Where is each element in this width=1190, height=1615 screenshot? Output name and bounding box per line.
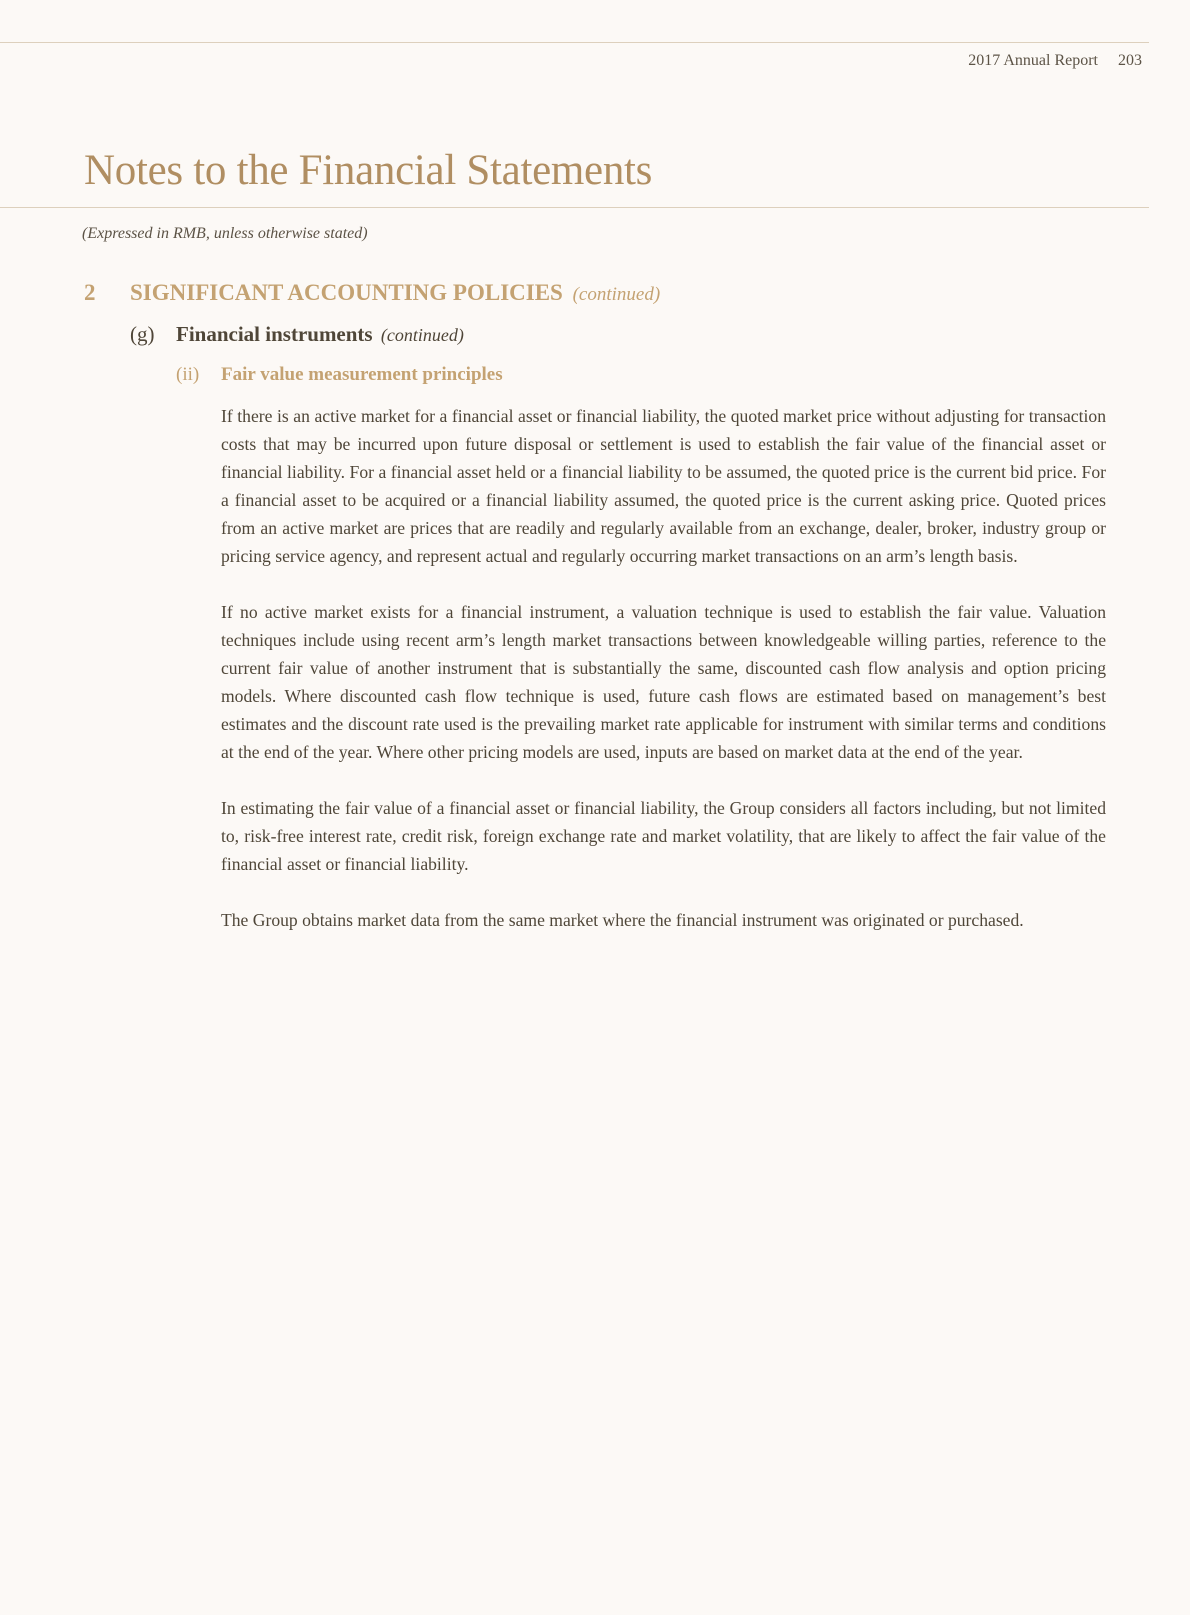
subsection-title: Financial instruments: [176, 322, 373, 346]
page-number: 203: [1118, 52, 1142, 69]
page-title: Notes to the Financial Statements: [84, 147, 653, 194]
paragraph: If no active market exists for a financial instrument, a valuation technique is used to establish the fair value. Valuation techniques include using recent arm’s length market transactions between knowledgeable willing parties, reference to the current fair value of another instrument that is substantially the same, discounted cash flow analysis and option pricing models. Where discounted cash flow technique is used, future cash flows are estimated based on management’s best estimates and the discount rate used is the prevailing market rate applicable for instrument with similar terms and conditions at the end of the year. Where other pricing models are used, inputs are based on market data at the end of the year.: [221, 602, 1106, 762]
subsection-label: (g): [130, 322, 155, 346]
paragraph: In estimating the fair value of a financial asset or financial liability, the Group considers all factors including, but not limited to, risk-free interest rate, credit risk, foreign exchange rate and market volatility, that are likely to affect the fair value of the financial asset or financial liability.: [221, 798, 1106, 874]
section-title: SIGNIFICANT ACCOUNTING POLICIES: [130, 280, 563, 305]
subsubsection-title: Fair value measurement principles: [221, 364, 503, 385]
header-rule: [0, 42, 1149, 43]
section-continued: (continued): [572, 284, 661, 305]
subsection-heading: [130, 322, 464, 347]
report-label: 2017 Annual Report: [968, 52, 1098, 69]
subsubsection-heading: [176, 364, 503, 386]
title-rule: [0, 207, 1149, 208]
page-header: [968, 52, 1142, 70]
section-heading: [84, 280, 660, 306]
section-number: 2: [84, 280, 96, 305]
paragraph: The Group obtains market data from the same market where the financial instrument was originated or purchased.: [221, 910, 1024, 930]
subsection-continued: (continued): [380, 325, 464, 345]
paragraph: If there is an active market for a financial asset or financial liability, the quoted market price without adjusting for transaction costs that may be incurred upon future disposal or settlement is used to establish the fair value of the financial asset or financial liability. For a financial asset held or a financial liability to be assumed, the quoted price is the current bid price. For a financial asset to be acquired or a financial liability assumed, the quoted price is the current asking price. Quoted prices from an active market are prices that are readily and regularly available from an exchange, dealer, broker, industry group or pricing service agency, and represent actual and regularly occurring market transactions on an arm’s length basis.: [221, 406, 1106, 566]
currency-note: (Expressed in RMB, unless otherwise stated): [82, 225, 368, 242]
body-text: [221, 402, 1106, 962]
subsubsection-label: (ii): [176, 364, 200, 385]
